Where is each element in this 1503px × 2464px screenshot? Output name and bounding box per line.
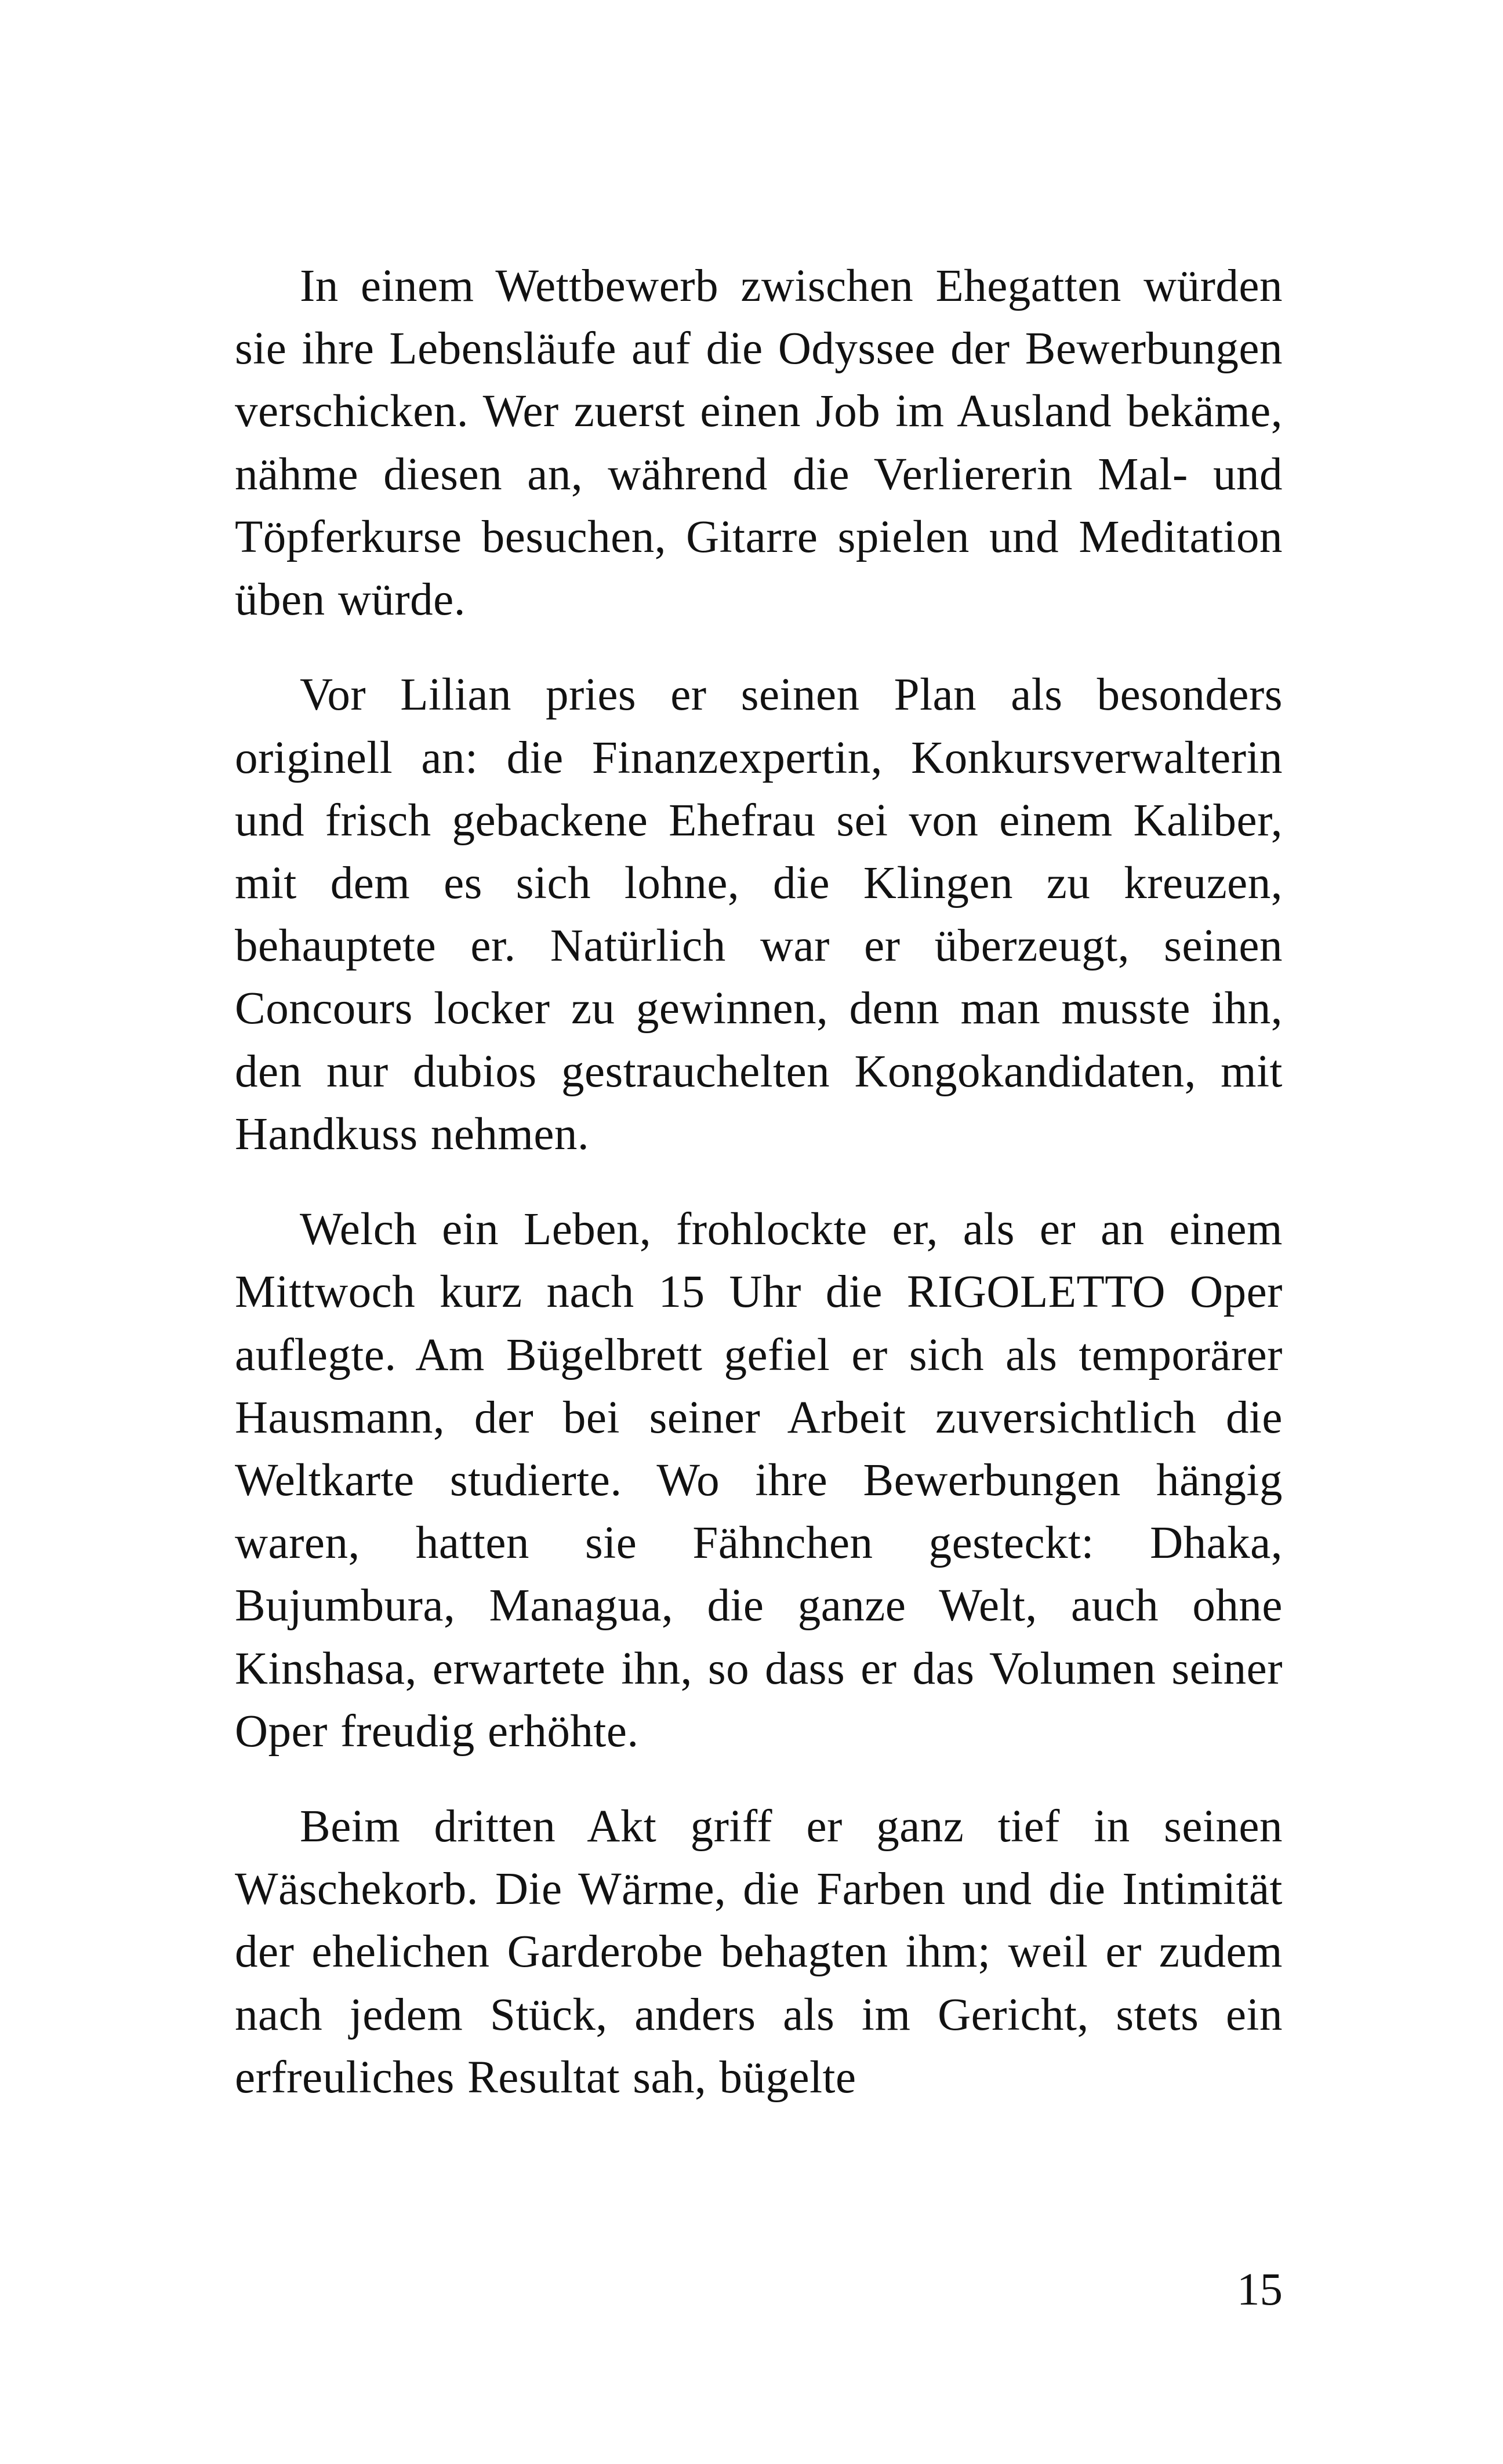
paragraph: Beim dritten Akt griff er ganz tief in seinen Wäschekorb. Die Wärme, die Farben und die Intimität der ehelichen Garderobe behagten ihm; weil er zudem nach jedem Stück, anders als im Gericht, stets ein erfreuliches Resultat sah, bügelte: [235, 1801, 1283, 2103]
paragraph: In einem Wettbewerb zwischen Ehegatten würden sie ihre Lebensläufe auf die Odyssee der Bewerbungen verschicken. Wer zuerst einen Job im Ausland bekäme, nähme diesen an, während die Verliererin Mal- und Töpferkurse besuchen, Gitarre spielen und Meditation üben würde.: [235, 261, 1283, 626]
body-text: [235, 255, 1283, 2109]
paragraph: Vor Lilian pries er seinen Plan als besonders originell an: die Finanzexpertin, Konkursverwalterin und frisch gebackene Ehefrau sei von einem Kaliber, mit dem es sich lohne, die Klingen zu kreuzen, behauptete er. Natürlich war er überzeugt, seinen Concours locker zu gewinnen, denn man musste ihn, den nur dubios gestrauchelten Kongokandidaten, mit Handkuss nehmen.: [235, 670, 1283, 1160]
page-number: 15: [1237, 2265, 1283, 2315]
paragraph: Welch ein Leben, frohlockte er, als er an einem Mittwoch kurz nach 15 Uhr die RIGOLETTO Oper auflegte. Am Bügelbrett gefiel er sich als temporärer Hausmann, der bei seiner Arbeit zuversichtlich die Weltkarte studierte. Wo ihre Bewerbungen hängig waren, hatten sie Fähnchen gesteckt: Dhaka, Bujumbura, Managua, die ganze Welt, auch ohne Kinshasa, erwartete ihn, so dass er das Volumen seiner Oper freudig erhöhte.: [235, 1204, 1283, 1757]
